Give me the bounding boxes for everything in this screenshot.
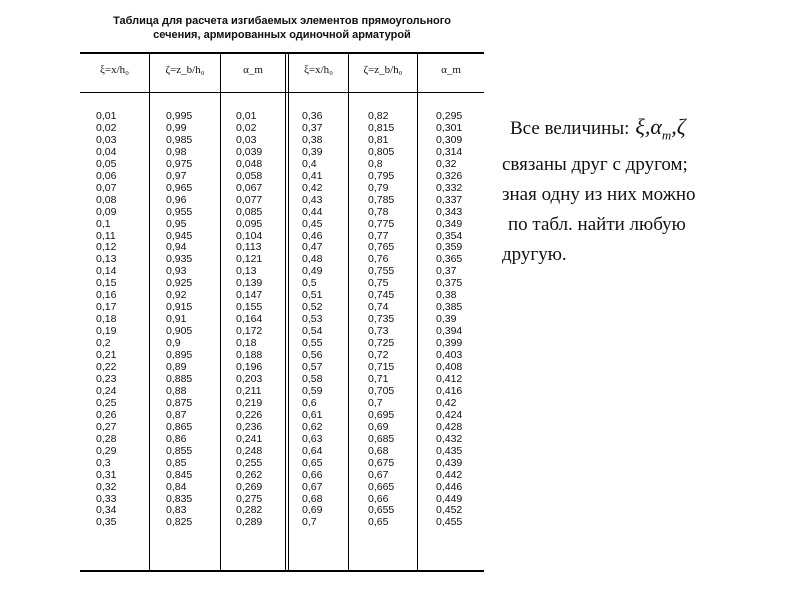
- table-cell: 0,81: [368, 133, 389, 146]
- table-cell: 0,59: [302, 384, 323, 397]
- table-cell: 0,85: [166, 456, 187, 469]
- table-cell: 0,455: [436, 516, 463, 529]
- table-cell: 0,26: [96, 408, 117, 421]
- table-cell: 0,14: [96, 265, 117, 278]
- table-cell: 0,394: [436, 325, 463, 338]
- table-cell: 0,09: [96, 205, 117, 218]
- column-zeta-1: [166, 111, 192, 529]
- table-cell: 0,38: [302, 133, 323, 146]
- table-cell: 0,47: [302, 241, 323, 254]
- table-cell: 0,87: [166, 408, 187, 421]
- table-cell: 0,435: [436, 444, 463, 457]
- table-cell: 0,23: [96, 372, 117, 385]
- table-cell: 0,955: [166, 205, 193, 218]
- table-cell: 0,835: [166, 492, 193, 505]
- table-cell: 0,745: [368, 289, 395, 302]
- table-cell: 0,29: [96, 444, 117, 457]
- table-cell: 0,113: [236, 241, 262, 254]
- table-cell: 0,975: [166, 157, 193, 170]
- table-cell: 0,164: [236, 313, 263, 326]
- formula: $\xi,\alpha_m,\zeta$: [635, 114, 686, 143]
- table-cell: 0,058: [236, 169, 263, 182]
- table-cell: 0,104: [236, 229, 263, 242]
- table-cell: 0,91: [166, 313, 187, 326]
- table-cell: 0,262: [236, 468, 263, 481]
- table-cell: 0,52: [302, 301, 323, 314]
- table-cell: 0,61: [302, 408, 323, 421]
- table-cell: 0,88: [166, 384, 187, 397]
- table-cell: 0,58: [302, 372, 323, 385]
- table-cell: 0,46: [302, 229, 323, 242]
- table-cell: 0,865: [166, 420, 193, 433]
- table-cell: 0,27: [96, 420, 117, 433]
- table-cell: 0,78: [368, 205, 389, 218]
- table-cell: 0,039: [236, 145, 263, 158]
- table-cell: 0,66: [302, 468, 323, 481]
- table-cell: 0,13: [236, 265, 257, 278]
- table-cell: 0,56: [302, 349, 323, 362]
- table-cell: 0,755: [368, 265, 395, 278]
- table-cell: 0,5: [302, 277, 317, 290]
- table-cell: 0,71: [368, 372, 389, 385]
- table-cell: 0,354: [436, 229, 463, 242]
- table-cell: 0,43: [302, 193, 323, 206]
- table-cell: 0,424: [436, 408, 463, 421]
- table-cell: 0,439: [436, 456, 463, 469]
- col-divider-1: [149, 52, 150, 572]
- table-cell: 0,3: [96, 456, 111, 469]
- table-cell: 0,121: [236, 253, 263, 266]
- table-cell: 0,62: [302, 420, 323, 433]
- table-cell: 0,49: [302, 265, 323, 278]
- table-cell: 0,275: [236, 492, 263, 505]
- column-xi-2: [302, 111, 322, 529]
- table-cell: 0,077: [236, 193, 263, 206]
- table-cell: 0,665: [368, 480, 395, 493]
- table-cell: 0,211: [236, 384, 262, 397]
- table-cell: 0,63: [302, 432, 323, 445]
- column-xi-1: [96, 111, 116, 529]
- table-cell: 0,188: [236, 349, 263, 362]
- table-cell: 0,76: [368, 253, 389, 266]
- table-cell: 0,51: [302, 289, 323, 302]
- table-cell: 0,155: [236, 301, 263, 314]
- table-cell: 0,295: [436, 110, 463, 122]
- header-zeta-1: ζ=z_b/h₀: [165, 64, 205, 76]
- table-cell: 0,31: [96, 468, 117, 481]
- table-cell: 0,067: [236, 181, 263, 194]
- table-cell: 0,196: [236, 361, 263, 374]
- table-cell: 0,095: [236, 217, 263, 230]
- table-cell: 0,332: [436, 181, 463, 194]
- table-cell: 0,408: [436, 361, 463, 374]
- formula-xi: ξ: [635, 114, 645, 139]
- table-cell: 0,9: [166, 337, 181, 350]
- table-cell: 0,309: [436, 133, 463, 146]
- table-cell: 0,845: [166, 468, 193, 481]
- table-cell: 0,83: [166, 504, 187, 517]
- table-cell: 0,337: [436, 193, 463, 206]
- table-cell: 0,432: [436, 432, 463, 445]
- table-cell: 0,95: [166, 217, 187, 230]
- table-cell: 0,715: [368, 361, 395, 374]
- table-cell: 0,01: [236, 110, 257, 122]
- table-cell: 0,226: [236, 408, 263, 421]
- table-cell: 0,37: [302, 121, 323, 134]
- table-cell: 0,965: [166, 181, 193, 194]
- table-cell: 0,39: [302, 145, 323, 158]
- note-prefix: Все величины:: [510, 118, 630, 139]
- table-cell: 0,42: [436, 396, 457, 409]
- table-cell: 0,42: [302, 181, 323, 194]
- table-cell: 0,695: [368, 408, 395, 421]
- table-cell: 0,269: [236, 480, 263, 493]
- table-cell: 0,343: [436, 205, 463, 218]
- table-cell: 0,985: [166, 133, 193, 146]
- table-cell: 0,085: [236, 205, 263, 218]
- table-cell: 0,07: [96, 181, 117, 194]
- table-cell: 0,895: [166, 349, 193, 362]
- note-line-1: [502, 112, 794, 150]
- table-cell: 0,69: [368, 420, 389, 433]
- table-cell: 0,67: [368, 468, 389, 481]
- table-cell: 0,855: [166, 444, 193, 457]
- table-cell: 0,399: [436, 337, 463, 350]
- table-cell: 0,705: [368, 384, 395, 397]
- table-cell: 0,57: [302, 361, 323, 374]
- table-bottom-rule: [80, 570, 484, 572]
- table-cell: 0,925: [166, 277, 193, 290]
- table-cell: 0,98: [166, 145, 187, 158]
- table-cell: 0,96: [166, 193, 187, 206]
- table-cell: 0,452: [436, 504, 463, 517]
- table-cell: 0,375: [436, 277, 463, 290]
- table-cell: 0,139: [236, 277, 263, 290]
- table-cell: 0,92: [166, 289, 187, 302]
- table-cell: 0,795: [368, 169, 395, 182]
- table-cell: 0,72: [368, 349, 389, 362]
- formula-alpha: α: [650, 114, 662, 139]
- table-cell: 0,385: [436, 301, 463, 314]
- table-cell: 0,03: [96, 133, 117, 146]
- table-cell: 0,19: [96, 325, 117, 338]
- table-cell: 0,8: [368, 157, 383, 170]
- table-cell: 0,38: [436, 289, 457, 302]
- table-cell: 0,326: [436, 169, 463, 182]
- header-alpha-2: α_m: [441, 64, 461, 76]
- table-cell: 0,4: [302, 157, 317, 170]
- table-cell: 0,735: [368, 313, 395, 326]
- table-cell: 0,241: [236, 432, 263, 445]
- col-divider-4: [348, 52, 349, 572]
- table-cell: 0,412: [436, 372, 463, 385]
- table-cell: 0,32: [96, 480, 117, 493]
- table-cell: 0,825: [166, 516, 193, 529]
- table-cell: 0,28: [96, 432, 117, 445]
- table-cell: 0,68: [368, 444, 389, 457]
- table-cell: 0,815: [368, 121, 395, 134]
- table-cell: 0,24: [96, 384, 117, 397]
- table-cell: 0,365: [436, 253, 463, 266]
- table-cell: 0,935: [166, 253, 193, 266]
- table-cell: 0,446: [436, 480, 463, 493]
- table-cell: 0,905: [166, 325, 193, 338]
- table-cell: 0,79: [368, 181, 389, 194]
- calculation-table: [80, 52, 484, 572]
- table-cell: 0,7: [302, 516, 317, 529]
- table-cell: 0,65: [368, 516, 389, 529]
- table-cell: 0,01: [96, 110, 117, 122]
- table-cell: 0,349: [436, 217, 463, 230]
- table-cell: 0,775: [368, 217, 395, 230]
- table-cell: 0,32: [436, 157, 457, 170]
- table-cell: 0,21: [96, 349, 117, 362]
- table-cell: 0,18: [236, 337, 257, 350]
- table-cell: 0,08: [96, 193, 117, 206]
- header-zeta-2: ζ=z_b/h₀: [363, 64, 403, 76]
- table-cell: 0,67: [302, 480, 323, 493]
- table-cell: 0,73: [368, 325, 389, 338]
- table-title-line-1: Таблица для расчета изгибаемых элементов прямоугольного: [113, 15, 451, 27]
- header-alpha-1: α_m: [243, 64, 263, 76]
- note-line-4: по табл. найти любую: [508, 214, 686, 236]
- table-cell: 0,875: [166, 396, 193, 409]
- header-xi-1: ξ=x/h₀: [100, 64, 129, 76]
- table-cell: 0,16: [96, 289, 117, 302]
- table-cell: 0,282: [236, 504, 263, 517]
- table-cell: 0,89: [166, 361, 187, 374]
- table-cell: 0,403: [436, 349, 463, 362]
- col-divider-3-double: [285, 52, 286, 572]
- table-cell: 0,17: [96, 301, 117, 314]
- table-cell: 0,449: [436, 492, 463, 505]
- col-divider-3b: [288, 52, 289, 572]
- table-cell: 0,06: [96, 169, 117, 182]
- table-cell: 0,359: [436, 241, 463, 254]
- table-cell: 0,05: [96, 157, 117, 170]
- note-line-2: связаны друг с другом;: [502, 154, 688, 176]
- table-cell: 0,203: [236, 372, 263, 385]
- table-cell: 0,314: [436, 145, 463, 158]
- table-cell: 0,248: [236, 444, 263, 457]
- table-cell: 0,35: [96, 516, 117, 529]
- table-cell: 0,77: [368, 229, 389, 242]
- table-cell: 0,34: [96, 504, 117, 517]
- table-cell: 0,7: [368, 396, 383, 409]
- table-cell: 0,915: [166, 301, 193, 314]
- table-cell: 0,86: [166, 432, 187, 445]
- table-cell: 0,75: [368, 277, 389, 290]
- column-alpha-1: [236, 111, 262, 529]
- table-cell: 0,172: [236, 325, 263, 338]
- table-cell: 0,36: [302, 110, 323, 122]
- table-title: [80, 14, 484, 42]
- table-top-rule: [80, 52, 484, 54]
- note-line-3: зная одну из них можно: [502, 184, 696, 206]
- table-cell: 0,655: [368, 504, 395, 517]
- table-cell: 0,289: [236, 516, 263, 529]
- table-cell: 0,147: [236, 289, 263, 302]
- table-cell: 0,22: [96, 361, 117, 374]
- table-cell: 0,428: [436, 420, 463, 433]
- formula-alpha-sub: m: [661, 127, 672, 143]
- table-cell: 0,54: [302, 325, 323, 338]
- table-cell: 0,048: [236, 157, 263, 170]
- table-cell: 0,301: [436, 121, 463, 134]
- table-cell: 0,11: [96, 229, 116, 242]
- table-cell: 0,94: [166, 241, 187, 254]
- table-cell: 0,02: [96, 121, 117, 134]
- table-cell: 0,65: [302, 456, 323, 469]
- table-cell: 0,33: [96, 492, 117, 505]
- col-divider-5: [417, 52, 418, 572]
- table-cell: 0,945: [166, 229, 193, 242]
- header-xi-2: ξ=x/h₀: [304, 64, 333, 76]
- table-cell: 0,69: [302, 504, 323, 517]
- table-cell: 0,99: [166, 121, 187, 134]
- explanation-note: [502, 112, 794, 270]
- table-cell: 0,12: [96, 241, 117, 254]
- table-cell: 0,44: [302, 205, 323, 218]
- table-cell: 0,255: [236, 456, 263, 469]
- table-cell: 0,45: [302, 217, 323, 230]
- formula-zeta: ζ: [676, 114, 686, 139]
- note-line-5: другую.: [502, 244, 567, 266]
- table-cell: 0,442: [436, 468, 463, 481]
- table-cell: 0,15: [96, 277, 117, 290]
- table-cell: 0,6: [302, 396, 317, 409]
- table-cell: 0,82: [368, 110, 389, 122]
- table-cell: 0,995: [166, 110, 193, 122]
- table-cell: 0,55: [302, 337, 323, 350]
- table-cell: 0,18: [96, 313, 117, 326]
- table-cell: 0,765: [368, 241, 395, 254]
- column-alpha-2: [436, 111, 462, 529]
- table-cell: 0,02: [236, 121, 257, 134]
- table-cell: 0,885: [166, 372, 193, 385]
- table-cell: 0,03: [236, 133, 257, 146]
- table-cell: 0,66: [368, 492, 389, 505]
- table-cell: 0,805: [368, 145, 395, 158]
- table-cell: 0,25: [96, 396, 117, 409]
- header-bottom-rule: [80, 92, 484, 93]
- table-cell: 0,41: [302, 169, 323, 182]
- table-cell: 0,1: [96, 217, 111, 230]
- table-cell: 0,2: [96, 337, 111, 350]
- table-cell: 0,785: [368, 193, 395, 206]
- table-cell: 0,04: [96, 145, 117, 158]
- table-cell: 0,236: [236, 420, 263, 433]
- table-title-line-2: сечения, армированных одиночной арматурой: [153, 29, 411, 41]
- table-cell: 0,64: [302, 444, 323, 457]
- table-cell: 0,48: [302, 253, 323, 266]
- table-cell: 0,39: [436, 313, 457, 326]
- column-zeta-2: [368, 111, 394, 529]
- table-cell: 0,37: [436, 265, 457, 278]
- table-cell: 0,675: [368, 456, 395, 469]
- table-cell: 0,53: [302, 313, 323, 326]
- table-cell: 0,685: [368, 432, 395, 445]
- table-cell: 0,68: [302, 492, 323, 505]
- table-cell: 0,416: [436, 384, 463, 397]
- table-cell: 0,13: [96, 253, 117, 266]
- table-cell: 0,219: [236, 396, 263, 409]
- col-divider-2: [220, 52, 221, 572]
- table-cell: 0,74: [368, 301, 389, 314]
- table-cell: 0,93: [166, 265, 187, 278]
- table-cell: 0,725: [368, 337, 395, 350]
- table-cell: 0,97: [166, 169, 187, 182]
- table-cell: 0,84: [166, 480, 187, 493]
